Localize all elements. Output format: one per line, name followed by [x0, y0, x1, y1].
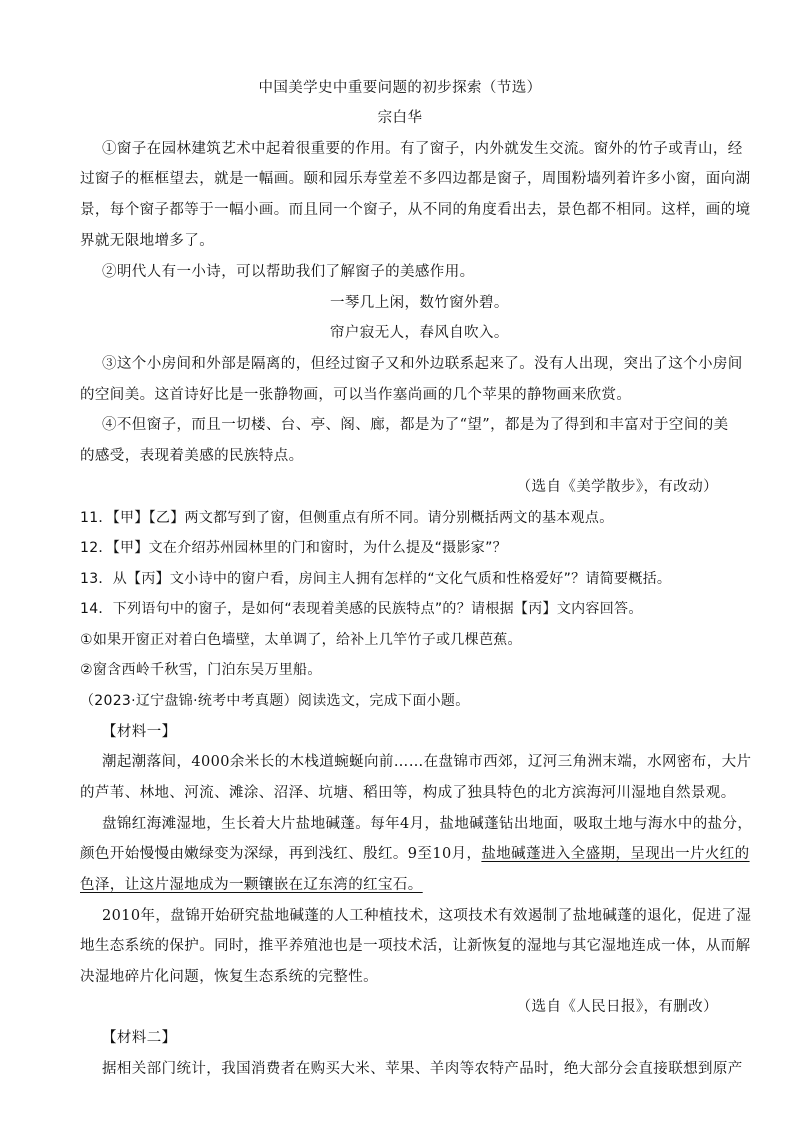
material-1-label: 【材料一】 [102, 724, 177, 740]
paragraph-1-line-3: 景，每个窗子都等于一幅小画。而且同一个窗子，从不同的角度看出去，景色都不相同。这样，画的境 [80, 202, 751, 218]
source-note-1: （选自《美学散步》，有改动） [516, 479, 718, 495]
source-note-2: （选自《人民日报》，有删改） [516, 999, 718, 1015]
paragraph-3-line-2: 的空间美。这首诗好比是一张静物画，可以当作塞尚画的几个苹果的静物画来欣赏。 [80, 387, 632, 403]
paragraph-1-line-4: 界就无限地增多了。 [80, 233, 215, 249]
paragraph-3-line-1: ③这个小房间和外部是隔离的，但经过窗子又和外边联系起来了。没有人出现，突出了这个小房间 [102, 356, 743, 372]
article-title: 中国美学史中重要问题的初步探索（节选） [258, 80, 542, 96]
paragraph-2: ②明代人有一小诗，可以帮助我们了解窗子的美感作用。 [102, 264, 475, 280]
question-14-item-2: ②窗含西岭千秋雪，门泊东吴万里船。 [80, 662, 322, 678]
paragraph-4-line-2: 的感受，表现着美感的民族特点。 [80, 448, 304, 464]
material-1-p3-line-1: 2010年，盘锦开始研究盐地碱蓬的人工种植技术，这项技术有效遏制了盐地碱蓬的退化，促进了湿 [102, 908, 752, 924]
material-2-p1-line-1: 据相关部门统计，我国消费者在购买大米、苹果、羊肉等农特产品时，绝大部分会直接联想到原产 [102, 1061, 743, 1077]
material-1-p3-line-2: 地生态系统的保护。同时，推平养殖池也是一项技术活，让新恢复的湿地与其它湿地连成一体，从而解 [80, 938, 751, 954]
material-1-p2-line-2 [80, 844, 750, 864]
question-14: 14．下列语句中的窗子，是如何“表现着美感的民族特点”的？请根据【丙】文内容回答。 [80, 601, 643, 617]
poem-line-1: 一琴几上闲，数竹窗外碧。 [330, 295, 509, 311]
article-author: 宗白华 [377, 110, 423, 126]
question-12: 12．【甲】文在介绍苏州园林里的门和窗时，为什么提及“摄影家”？ [80, 540, 507, 556]
paragraph-1-line-2: 过窗子的框框望去，就是一幅画。颐和园乐寿堂差不多四边都是窗子，周围粉墙列着许多小窗，面向湖 [80, 171, 751, 187]
material-1-p2-line-2-plain: 颜色开始慢慢由嫩绿变为深绿，再到浅红、殷红。9至10月， [80, 846, 482, 862]
paragraph-1-line-1: ①窗子在园林建筑艺术中起着很重要的作用。有了窗子，内外就发生交流。窗外的竹子或青山，经 [102, 141, 743, 157]
question-11: 11．【甲】【乙】两文都写到了窗，但侧重点有所不同。请分别概括两文的基本观点。 [80, 510, 614, 526]
paragraph-4-line-1: ④不但窗子，而且一切楼、台、亭、阁、廊，都是为了“望”，都是为了得到和丰富对于空间的美 [102, 417, 729, 433]
poem-line-2: 帘户寂无人，春风自吹入。 [330, 325, 509, 341]
exam-intro: （2023·辽宁盘锦·统考中考真题）阅读选文，完成下面小题。 [80, 693, 470, 709]
material-1-p1-line-1: 潮起潮落间，4000余米长的木栈道蜿蜒向前……在盘锦市西郊，辽河三角洲末端，水网密布，大片 [102, 754, 752, 770]
material-1-p2-line-1: 盘锦红海滩湿地，生长着大片盐地碱蓬。每年4月，盐地碱蓬钻出地面，吸取土地与海水中的盐分， [102, 816, 753, 832]
underlined-sentence-part-1: 盐地碱蓬进入全盛期，呈现出一片火红的 [481, 846, 750, 862]
underlined-sentence-part-2: 色泽，让这片湿地成为一颗镶嵌在辽东湾的红宝石。 [80, 877, 423, 893]
material-2-label: 【材料二】 [102, 1030, 177, 1046]
material-1-p3-line-3: 决湿地碎片化问题，恢复生态系统的完整性。 [80, 969, 378, 985]
material-1-p1-line-2: 的芦苇、林地、河流、滩涂、沼泽、坑塘、稻田等，构成了独具特色的北方滨海河川湿地自然景观。 [80, 785, 736, 801]
question-14-item-1: ①如果开窗正对着白色墙壁，太单调了，给补上几竿竹子或几棵芭蕉。 [80, 632, 522, 648]
question-13: 13．从【丙】文小诗中的窗户看，房间主人拥有怎样的“文化气质和性格爱好”？请简要概括。 [80, 571, 672, 587]
